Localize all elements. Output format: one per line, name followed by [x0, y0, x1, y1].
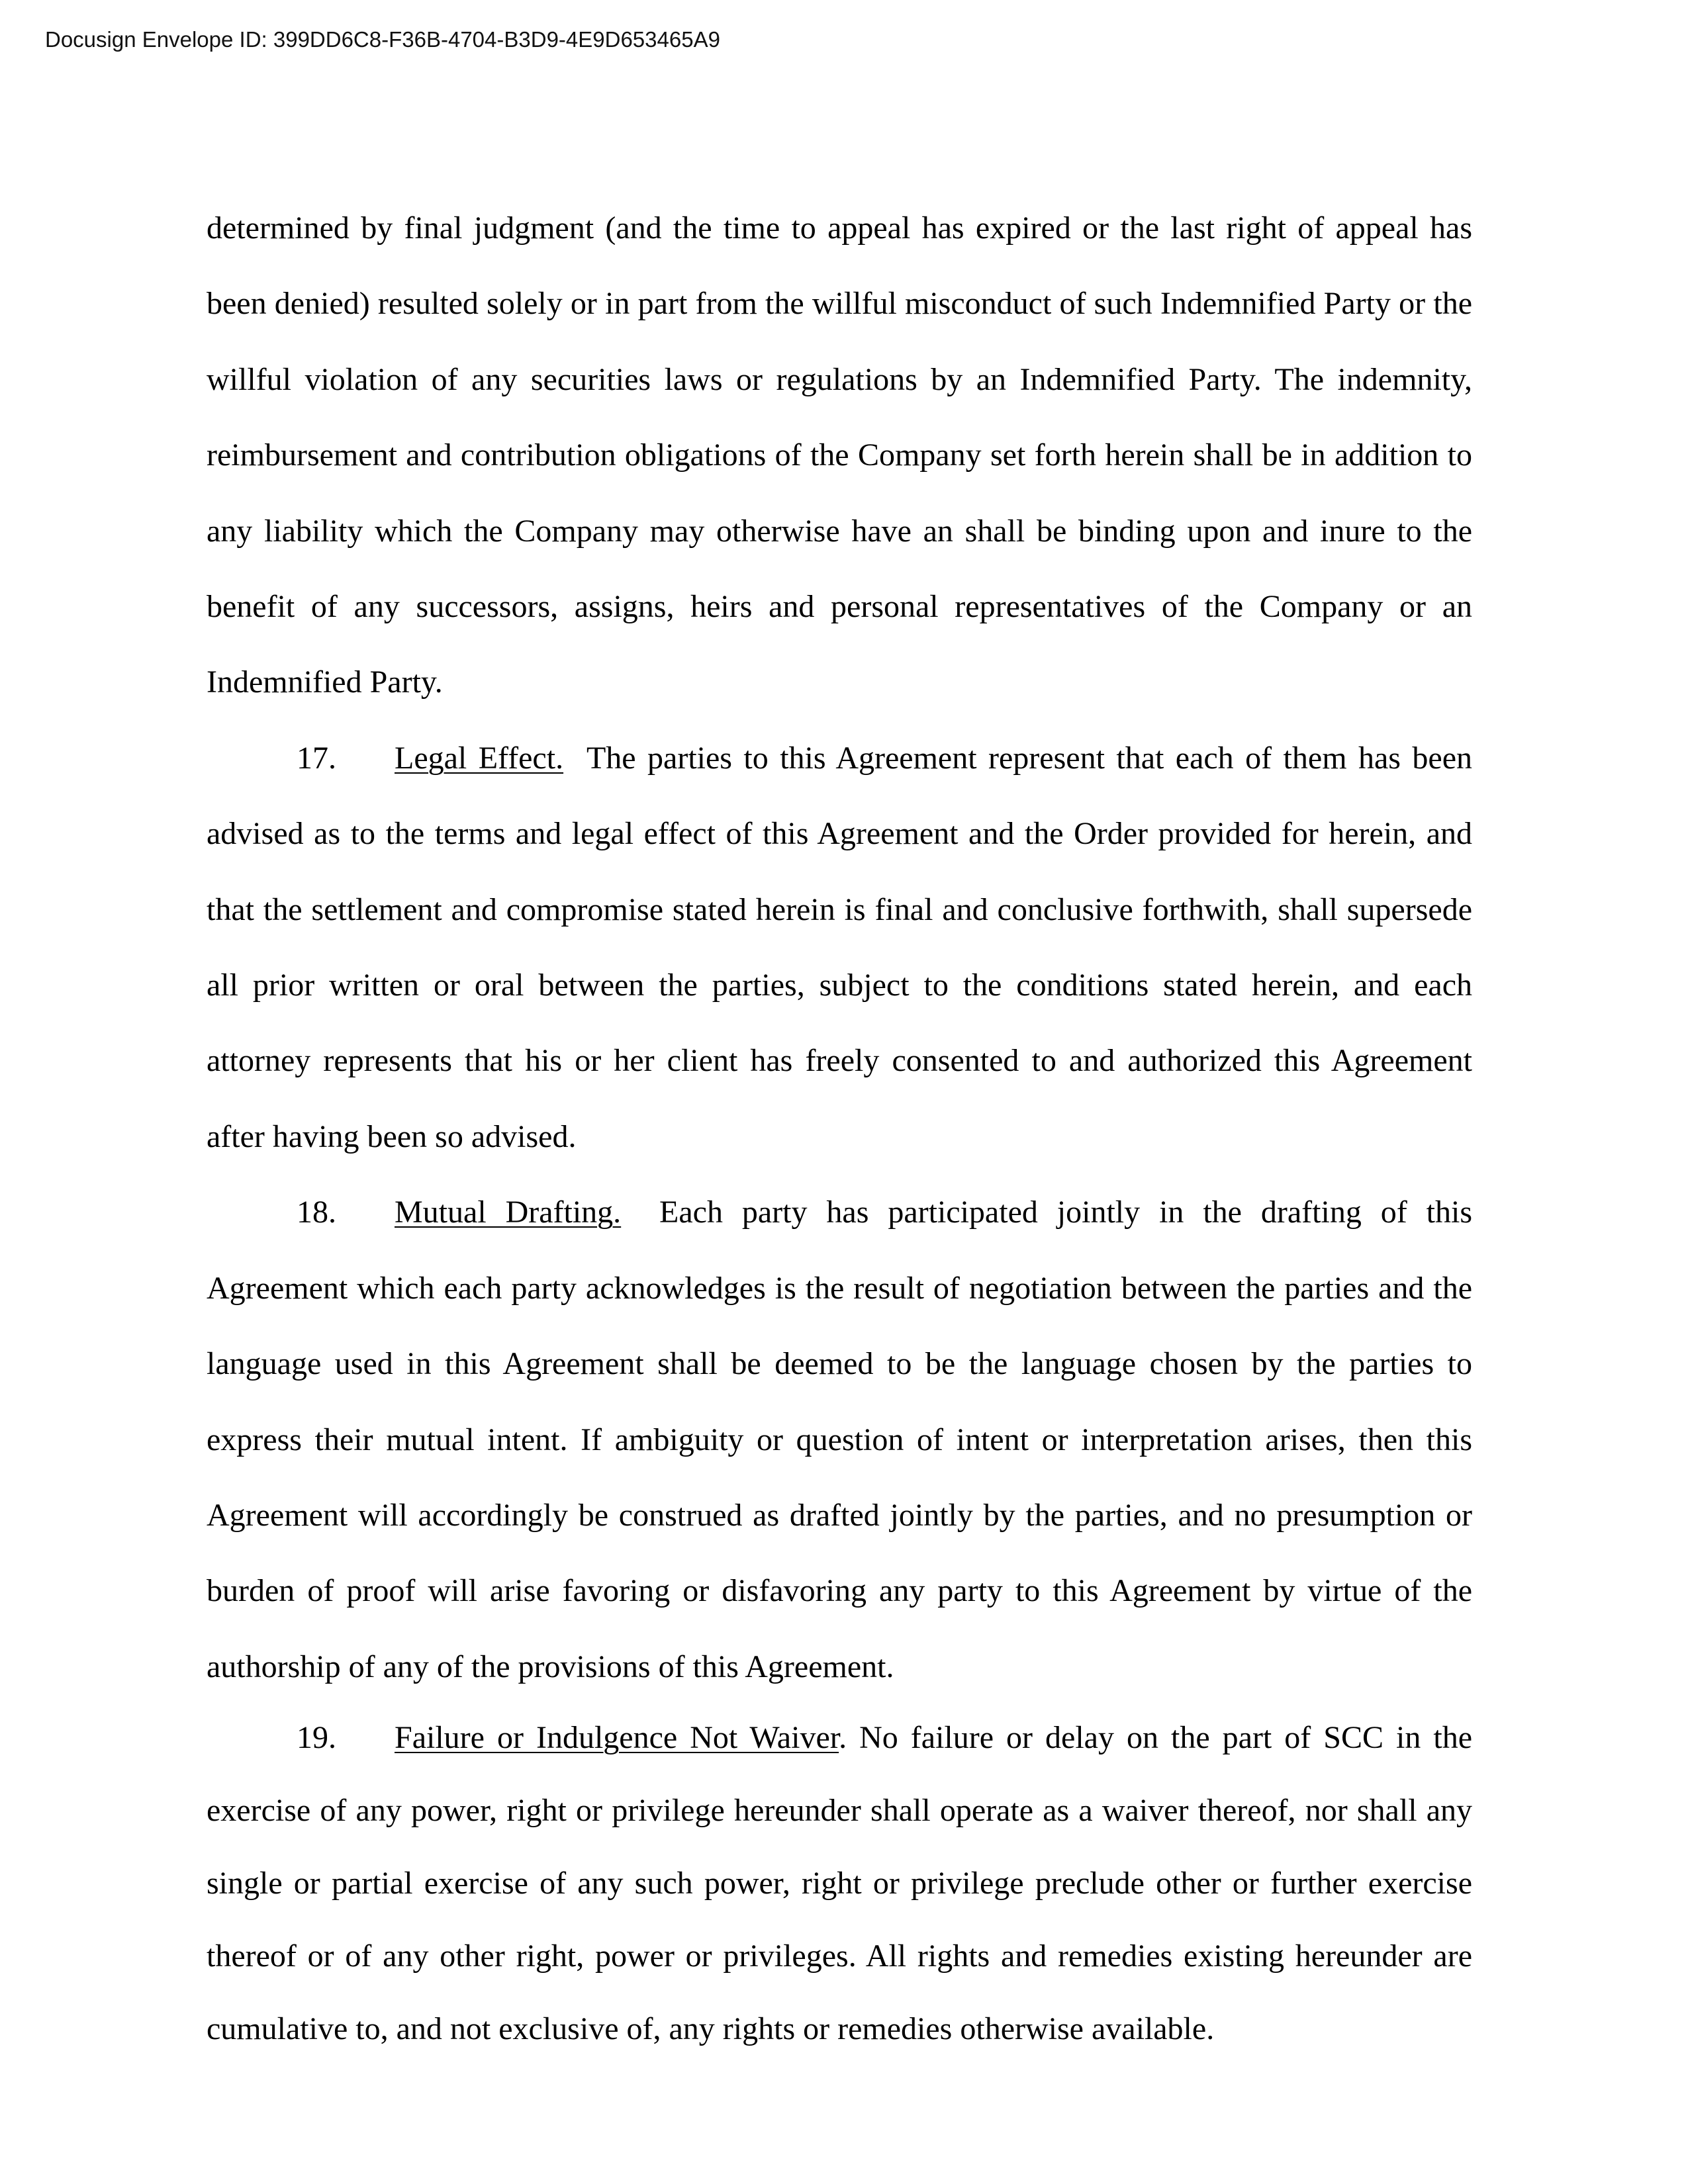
section-title: Mutual Drafting.	[395, 1195, 622, 1230]
section-19-failure-not-waiver	[207, 1702, 1472, 2066]
section-18-mutual-drafting	[207, 1175, 1472, 1705]
section-17-legal-effect	[207, 721, 1472, 1175]
section-text: . No failure or delay on the part of SCC in the exercise of any power, right or privilege hereunder shall operate as a waiver thereof, nor shall any single or partial exercise of any such power, right or privilege preclude other or further exercise thereof or of any other right, power or privileges. All rights and remedies existing hereunder are cumulative to, and not exclusive of, any rights or remedies otherwise available.	[207, 1720, 1472, 2047]
section-number: 17.	[297, 740, 336, 776]
section-text: Each party has participated jointly in the drafting of this Agreement which each party acknowledges is the result of negotiation between the parties and the language used in this Agreement shall be deemed to be the language chosen by the parties to express their mutual intent. If ambiguity or question of intent or interpretation arises, then this Agreement will accordingly be construed as drafted jointly by the parties, and no presumption or burden of proof will arise favoring or disfavoring any party to this Agreement by virtue of the authorship of any of the provisions of this Agreement.	[207, 1195, 1473, 1684]
docusign-envelope-id: Docusign Envelope ID: 399DD6C8-F36B-4704-B3D9-4E9D653465A9	[45, 27, 720, 52]
section-text: The parties to this Agreement represent that each of them has been advised as to the terms and legal effect of this Agreement and the Order provided for herein, and that the settlement and compromise stated herein is final and conclusive forthwith, shall supersede all prior written or oral between the parties, subject to the conditions stated herein, and each attorney represents that his or her client has freely consented to and authorized this Agreement after having been so advised.	[207, 740, 1473, 1154]
section-title: Legal Effect.	[395, 740, 564, 776]
document-body	[207, 191, 1472, 2066]
section-number: 18.	[297, 1195, 336, 1230]
section-title: Failure or Indulgence Not Waiver	[395, 1720, 839, 1756]
section-number: 19.	[297, 1720, 336, 1756]
continuation-paragraph: determined by final judgment (and the time to appeal has expired or the last right of appeal has been denied) resulted solely or in part from the willful misconduct of such Indemnified Party or the willful violation of any securities laws or regulations by an Indemnified Party. The indemnity, reimbursement and contribution obligations of the Company set forth herein shall be in addition to any liability which the Company may otherwise have an shall be binding upon and inure to the benefit of any successors, assigns, heirs and personal representatives of the Company or an Indemnified Party.	[207, 210, 1472, 700]
